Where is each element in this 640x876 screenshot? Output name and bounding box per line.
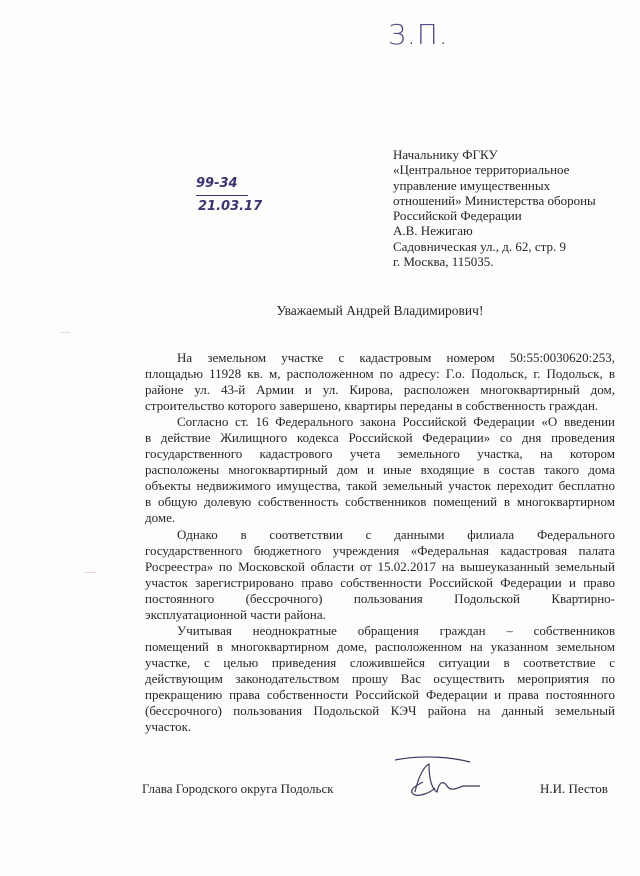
handwritten-signature <box>385 752 485 802</box>
paragraph-line: государственного кадастрового учета земельного участка, на котором <box>145 446 615 462</box>
paragraph-line: постоянного (бессрочного) пользования Подольской Квартирно- <box>145 590 615 606</box>
address-line: г. Москва, 115035. <box>393 254 494 270</box>
addressee-line: Российской Федерации <box>393 208 522 224</box>
paragraph <box>145 623 615 735</box>
paragraph-line: прекращению права собственности Российской Федерации и права постоянного <box>145 686 615 702</box>
addressee-line: А.В. Нежигаю <box>393 223 473 239</box>
paragraph-line: доме. <box>145 510 176 526</box>
paragraph-line: объекты недвижимого имущества, такой земельный участок переходит бесплатно <box>145 478 615 494</box>
paragraph-line: помещений в многоквартирном доме, расположенном на указанном земельном <box>145 638 615 654</box>
signatory-title: Глава Городского округа Подольск <box>142 781 334 796</box>
paragraph-line: государственного бюджетного учреждения «Федеральная кадастровая палата <box>145 542 615 558</box>
paragraph-line: участке, с целью приведения сложившейся ситуации в соответствие с <box>145 654 615 670</box>
paragraph-line: участок зарегистрировано право собственности Российской Федерации и право <box>145 574 615 590</box>
paragraph-line: На земельном участке с кадастровым номером 50:55:0030620:253, <box>177 350 615 365</box>
letter-body <box>145 350 615 735</box>
paragraph-line: Согласно ст. 16 Федерального закона Российской Федерации «О введении <box>177 414 615 430</box>
paragraph-line: участок. <box>145 719 192 735</box>
handwritten-resolution: З.П. <box>388 18 449 51</box>
address-block <box>393 239 566 270</box>
paragraph-line: Однако в соответствии с данными филиала Федерального <box>177 526 615 542</box>
paragraph-line: (бессрочного) пользования Подольской КЭЧ района на данный земельный <box>145 703 615 719</box>
scan-mark <box>60 332 70 333</box>
paragraph <box>145 350 615 414</box>
paragraph-line: районе ул. 43-й Армии и ул. Кирова, расположен многоквартирный дом, <box>145 382 615 398</box>
addressee-block <box>393 147 596 239</box>
paragraph-line: в действие Жилищного кодекса Российской Федерации» со дня проведения <box>145 430 615 446</box>
paragraph-line: Учитывая неоднократные обращения граждан – собственников <box>177 622 615 638</box>
addressee-line: Начальнику ФГКУ <box>393 147 498 162</box>
reg-divider <box>196 195 248 196</box>
paragraph <box>145 527 615 623</box>
addressee-line: «Центральное территориальное <box>393 162 570 178</box>
addressee-line: управление имущественных <box>393 177 551 193</box>
paragraph-line: строительство которого завершено, квартиры переданы в собственность граждан. <box>145 398 599 414</box>
paragraph-line: в общую долевую собственность собственников помещений в многоквартирном <box>145 494 615 510</box>
address-line: Садовническая ул., д. 62, стр. 9 <box>393 239 567 254</box>
paragraph <box>145 414 615 526</box>
addressee-line: отношений» Министерства обороны <box>393 192 596 208</box>
paragraph-line: расположены многоквартирный дом и иные входящие в состав такого дома <box>145 462 615 478</box>
paragraph-line: площадью 11928 кв. м, расположенном по адресу: Г.о. Подольск, г. Подольск, в <box>145 366 615 382</box>
paragraph-line: эксплуатационной части района. <box>145 606 326 622</box>
handwritten-reg-number: 99-34 <box>196 176 238 191</box>
handwritten-reg-date: 21.03.17 <box>198 199 263 214</box>
paragraph-line: действующим законодательством прошу Вас осуществить мероприятия по <box>145 670 615 686</box>
scan-mark <box>84 572 96 573</box>
paragraph-line: Росреестра» по Московской области от 15.02.2017 на вышеуказанный земельный <box>145 558 615 574</box>
greeting: Уважаемый Андрей Владимирович! <box>276 303 484 318</box>
signatory-name: Н.И. Пестов <box>540 781 608 796</box>
